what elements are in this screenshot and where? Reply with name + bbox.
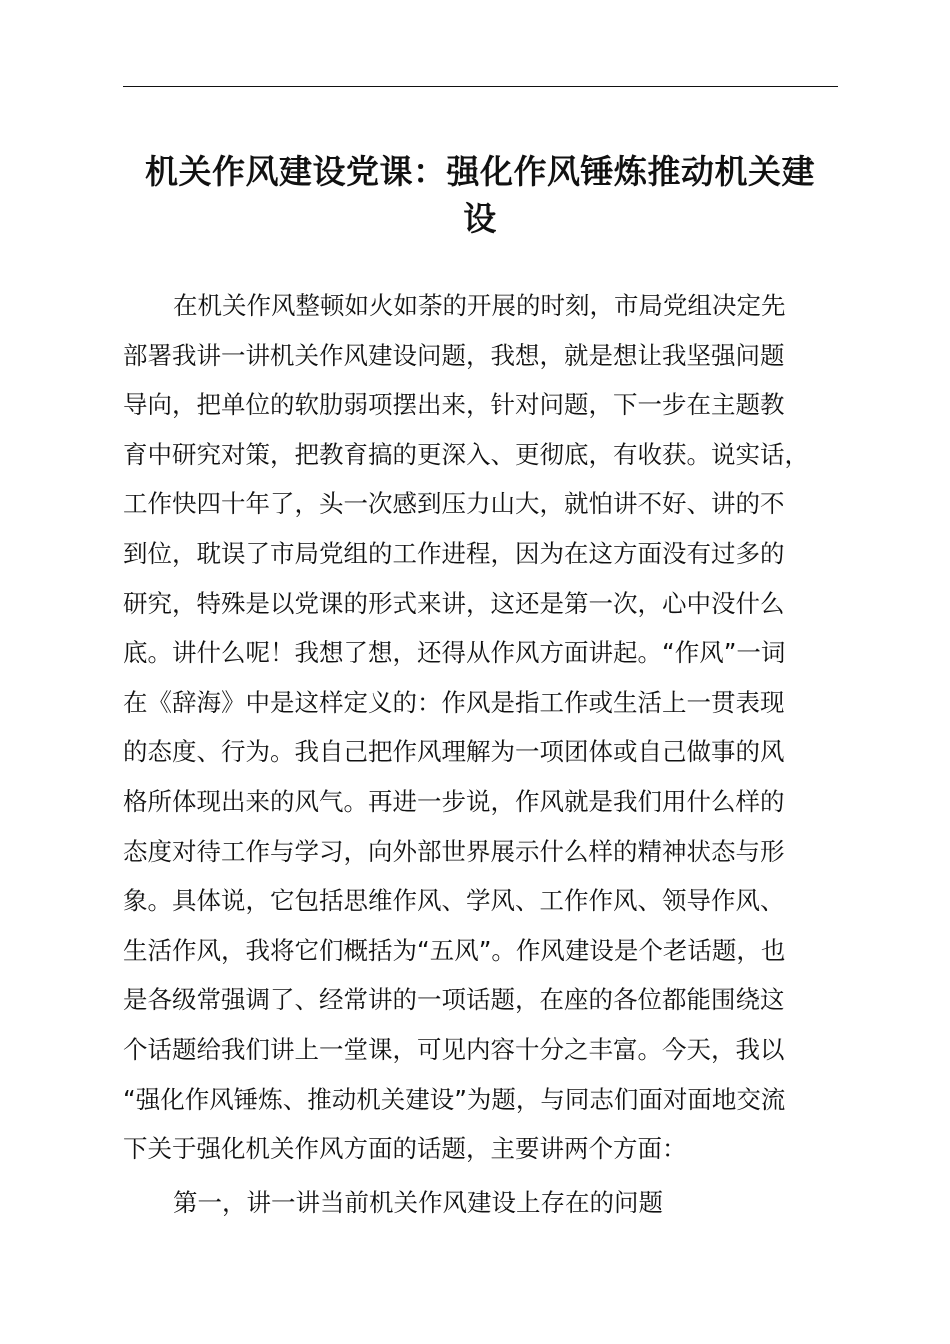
- text-line: 是各级常强调了、经常讲的一项话题，在座的各位都能围绕这: [123, 985, 785, 1015]
- text-line: 工作快四十年了，头一次感到压力山大，就怕讲不好、讲的不: [123, 489, 785, 519]
- text-line: 育中研究对策，把教育搞的更深入、更彻底，有收获。说实话，: [123, 439, 809, 469]
- title-line: 机关作风建设党课：强化作风锤炼推动机关建: [145, 152, 815, 191]
- text-line: 个话题给我们讲上一堂课，可见内容十分之丰富。今天，我以: [123, 1034, 785, 1064]
- document-title: [110, 148, 850, 242]
- paragraph-1: [123, 281, 863, 1174]
- text-line: “强化作风锤炼、推动机关建设”为题，与同志们面对面地交流: [123, 1084, 786, 1114]
- text-line: 在机关作风整顿如火如荼的开展的时刻，市局党组决定先: [173, 291, 786, 320]
- text-line: 下关于强化机关作风方面的话题，主要讲两个方面：: [123, 1134, 687, 1164]
- text-line: 到位，耽误了市局党组的工作进程，因为在这方面没有过多的: [123, 538, 785, 568]
- text-line: 的态度、行为。我自己把作风理解为一项团体或自己做事的风: [123, 737, 785, 767]
- text-line: 研究，特殊是以党课的形式来讲，这还是第一次，心中没什么: [123, 588, 785, 618]
- text-line: 部署我讲一讲机关作风建设问题，我想，就是想让我坚强问题: [123, 340, 785, 370]
- text-line: 生活作风，我将它们概括为“五风”。作风建设是个老话题，也: [123, 935, 786, 965]
- text-line: 导向，把单位的软肋弱项摆出来，针对问题，下一步在主题教: [123, 390, 785, 420]
- text-line: 态度对待工作与学习，向外部世界展示什么样的精神状态与形: [123, 836, 785, 866]
- text-line: 格所体现出来的风气。再进一步说，作风就是我们用什么样的: [123, 786, 785, 816]
- text-line: 象。具体说，它包括思维作风、学风、工作作风、领导作风、: [123, 886, 785, 916]
- title-line: 设: [463, 199, 497, 238]
- paragraph-2: [123, 1178, 863, 1228]
- header-rule: [123, 86, 838, 87]
- text-line: 底。讲什么呢！我想了想，还得从作风方面讲起。“作风”一词: [123, 638, 786, 668]
- text-line: 在《辞海》中是这样定义的：作风是指工作或生活上一贯表现: [123, 687, 785, 717]
- document-body: [123, 281, 863, 1227]
- section-heading-line: 第一，讲一讲当前机关作风建设上存在的问题: [173, 1187, 663, 1217]
